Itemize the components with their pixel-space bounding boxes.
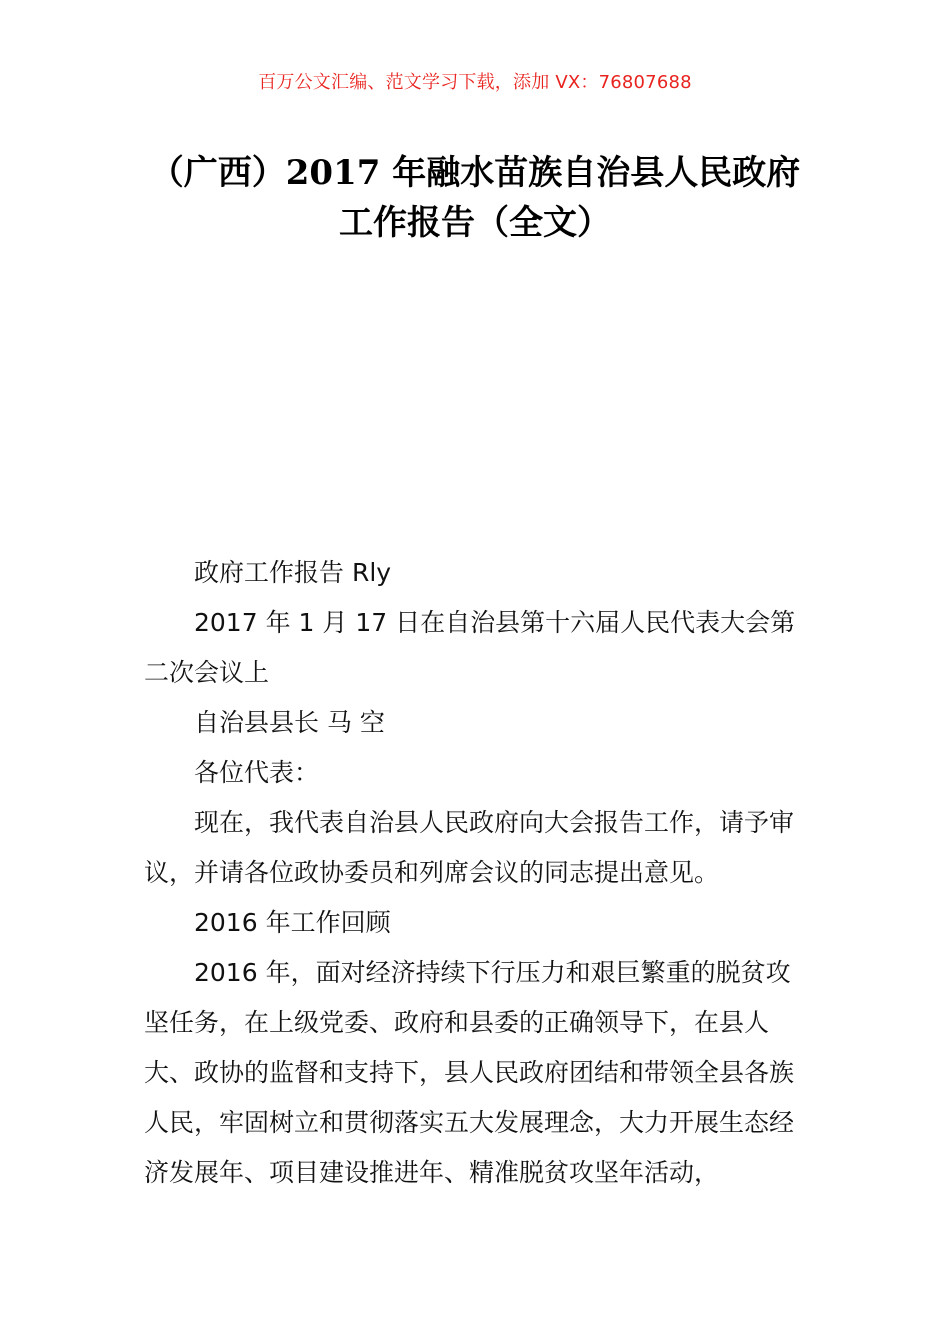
document-body (144, 548, 810, 1198)
title-line-1: （广西）2017 年融水苗族自治县人民政府 (149, 153, 801, 193)
speaker-line: 自治县县长 马 空 (194, 708, 385, 737)
meeting-info: 2017 年 1 月 17 日在自治县第十六届人民代表大会第二次会议上 (144, 608, 796, 687)
title-line-2: 工作报告（全文） (339, 203, 611, 243)
section-heading: 2016 年工作回顾 (194, 908, 391, 937)
document-title (90, 148, 860, 248)
salutation: 各位代表： (194, 758, 320, 787)
opening-paragraph: 现在，我代表自治县人民政府向大会报告工作，请予审议，并请各位政协委员和列席会议的同志提出意见。 (144, 808, 795, 887)
review-paragraph: 2016 年，面对经济持续下行压力和艰巨繁重的脱贫攻坚任务，在上级党委、政府和县委的正确领导下，在县人大、政协的监督和支持下，县人民政府团结和带领全县各族人民，牢固树立和贯彻落实五大发展理念，大力开展生态经济发展年、项目建设推进年、精准脱贫攻坚年活动， (144, 958, 795, 1187)
download-notice: 百万公文汇编、范文学习下载，添加 VX：76807688 (258, 72, 692, 93)
report-label: 政府工作报告 Rly (194, 558, 392, 587)
